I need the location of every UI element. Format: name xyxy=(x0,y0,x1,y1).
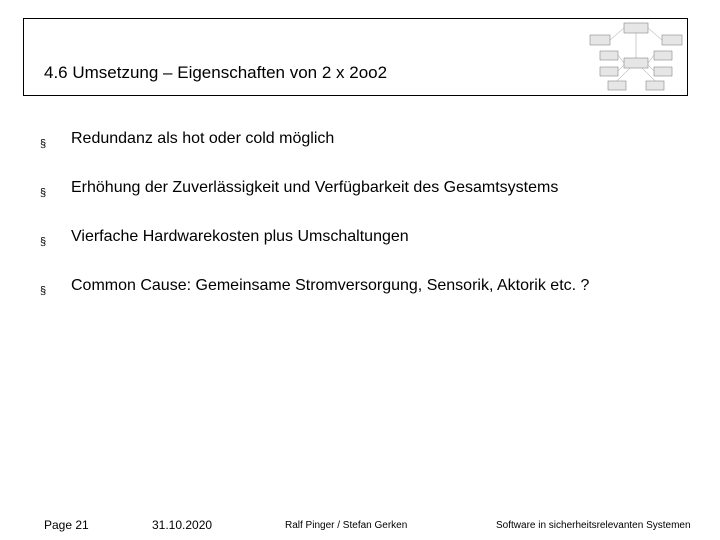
diagram-node xyxy=(662,35,682,45)
bullet-text: Common Cause: Gemeinsame Stromversorgung, Sensorik, Aktorik etc. ? xyxy=(71,277,590,294)
footer-authors: Ralf Pinger / Stefan Gerken xyxy=(285,520,408,531)
diagram-node xyxy=(600,51,618,60)
bullet-icon: § xyxy=(40,285,47,297)
bullet-item xyxy=(40,129,700,178)
bullet-item xyxy=(40,227,700,276)
bullet-item xyxy=(40,276,700,325)
footer-date: 31.10.2020 xyxy=(152,518,213,532)
bullet-icon: § xyxy=(40,138,47,150)
diagram-node xyxy=(590,35,610,45)
diagram-node xyxy=(608,81,626,90)
bullet-icon: § xyxy=(40,236,47,248)
diagram-node xyxy=(624,23,648,33)
title-frame xyxy=(23,18,688,96)
diagram-node xyxy=(600,67,618,76)
model-diagram-thumbnail xyxy=(586,21,686,93)
slide-title: 4.6 Umsetzung – Eigenschaften von 2 x 2oo2 xyxy=(44,63,388,82)
bullet-item xyxy=(40,178,700,227)
bullet-list xyxy=(40,129,700,325)
bullet-text: Vierfache Hardwarekosten plus Umschaltungen xyxy=(71,228,409,245)
footer-course-title: Software in sicherheitsrelevanten Systemen xyxy=(496,520,691,531)
diagram-node xyxy=(646,81,664,90)
diagram-node xyxy=(624,58,648,68)
page-number: Page 21 xyxy=(44,518,89,532)
bullet-icon: § xyxy=(40,187,47,199)
bullet-text: Redundanz als hot oder cold möglich xyxy=(71,130,335,147)
diagram-node xyxy=(654,67,672,76)
bullet-text: Erhöhung der Zuverlässigkeit und Verfügbarkeit des Gesamtsystems xyxy=(71,179,559,196)
diagram-node xyxy=(654,51,672,60)
